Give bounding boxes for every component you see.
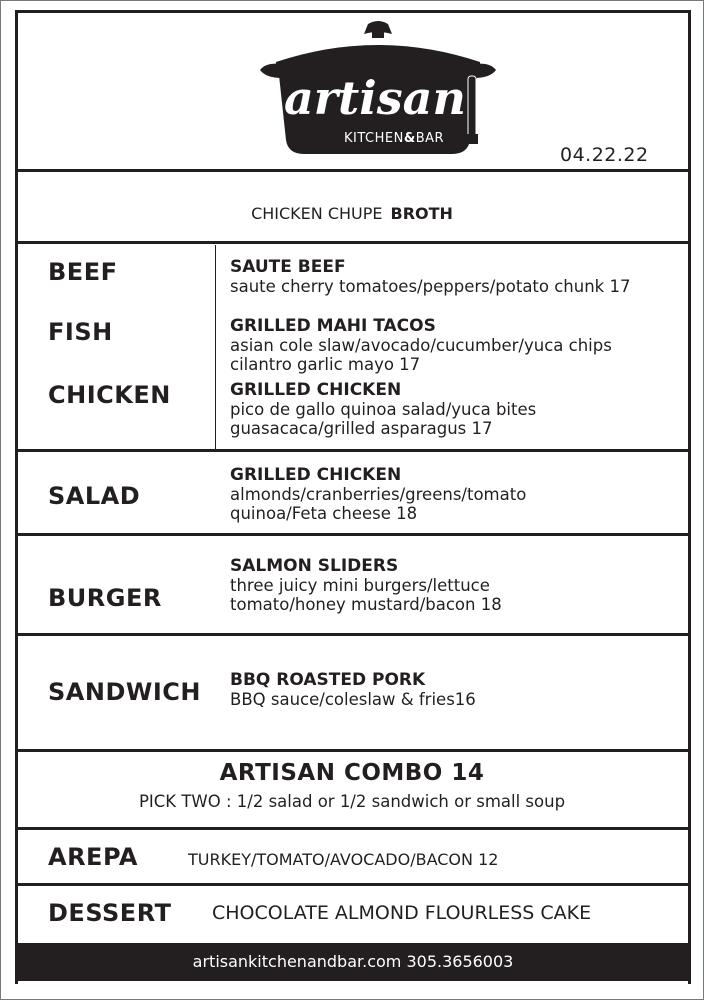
item-name: GRILLED CHICKEN bbox=[230, 380, 402, 400]
category-arepa: AREPA bbox=[48, 843, 138, 871]
arepa-desc: TURKEY/TOMATO/AVOCADO/BACON 12 bbox=[188, 850, 499, 869]
soup-type: BROTH bbox=[390, 204, 453, 223]
category-beef: BEEF bbox=[48, 258, 118, 286]
category-fish: FISH bbox=[48, 318, 113, 346]
menu-date: 04.22.22 bbox=[560, 144, 649, 166]
item-desc: quinoa/Feta cheese 18 bbox=[230, 504, 418, 523]
item-desc: guasacaca/grilled asparagus 17 bbox=[230, 419, 493, 438]
item-desc: pico de gallo quinoa salad/yuca bites bbox=[230, 400, 537, 419]
category-sandwich: SANDWICH bbox=[48, 678, 201, 706]
category-dessert: DESSERT bbox=[48, 899, 172, 927]
divider bbox=[15, 449, 691, 452]
footer-contact: artisankitchenandbar.com 305.3656003 bbox=[15, 943, 691, 981]
menu-item-saute-beef bbox=[230, 258, 630, 296]
item-desc: asian cole slaw/avocado/cucumber/yuca chips bbox=[230, 336, 612, 355]
menu-item-grilled-chicken bbox=[230, 381, 536, 438]
soup-line bbox=[0, 204, 704, 223]
combo-subtitle: PICK TWO : 1/2 salad or 1/2 sandwich or small soup bbox=[138, 792, 566, 811]
menu-item-mahi-tacos bbox=[230, 317, 612, 374]
dessert-desc: CHOCOLATE ALMOND FLOURLESS CAKE bbox=[212, 902, 592, 924]
divider bbox=[15, 633, 691, 636]
artisan-logo bbox=[256, 18, 500, 158]
item-name: SAUTE BEEF bbox=[230, 257, 346, 277]
pot-logo-icon bbox=[256, 18, 500, 158]
menu-item-burger bbox=[230, 557, 502, 614]
menu-item-sandwich bbox=[230, 671, 476, 709]
item-desc: saute cherry tomatoes/peppers/potato chunk 17 bbox=[230, 277, 631, 296]
divider bbox=[15, 883, 691, 886]
item-desc: almonds/cranberries/greens/tomato bbox=[230, 485, 527, 504]
item-name: BBQ ROASTED PORK bbox=[230, 670, 426, 690]
item-desc: tomato/honey mustard/bacon 18 bbox=[230, 595, 502, 614]
item-name: SALMON SLIDERS bbox=[230, 556, 399, 576]
divider bbox=[15, 241, 691, 244]
category-chicken: CHICKEN bbox=[48, 381, 171, 409]
menu-item-salad bbox=[230, 466, 526, 523]
divider bbox=[15, 533, 691, 536]
item-desc: three juicy mini burgers/lettuce bbox=[230, 576, 490, 595]
item-desc: BBQ sauce/coleslaw & fries16 bbox=[230, 690, 476, 709]
divider bbox=[15, 827, 691, 830]
soup-name: CHICKEN CHUPE bbox=[251, 204, 383, 223]
svg-text:KITCHEN&BAR: KITCHEN&BAR bbox=[344, 131, 445, 146]
item-name: GRILLED CHICKEN bbox=[230, 465, 402, 485]
divider bbox=[15, 169, 691, 172]
combo-title: ARTISAN COMBO 14 bbox=[219, 760, 485, 786]
column-divider bbox=[215, 245, 216, 450]
item-name: GRILLED MAHI TACOS bbox=[230, 316, 436, 336]
item-desc: cilantro garlic mayo 17 bbox=[230, 355, 421, 374]
category-salad: SALAD bbox=[48, 482, 141, 510]
category-burger: BURGER bbox=[48, 584, 162, 612]
divider bbox=[15, 749, 691, 752]
svg-text:artisan: artisan bbox=[284, 71, 466, 125]
